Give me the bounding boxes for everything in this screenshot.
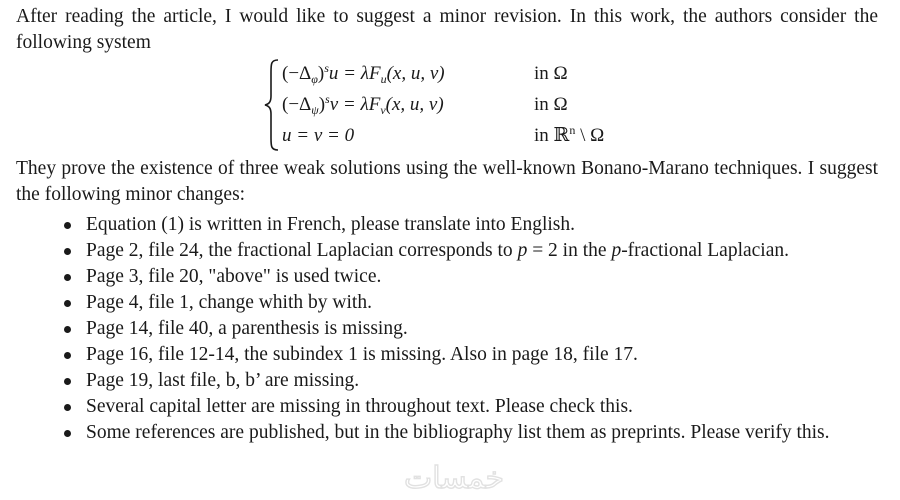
- equation-1-domain: in Ω: [534, 63, 568, 84]
- left-brace: [264, 58, 280, 152]
- list-item: Page 19, last file, b, b’ are missing.: [64, 368, 876, 394]
- bullet-icon: [64, 352, 71, 359]
- equation-3-lhs: u = v = 0: [282, 125, 355, 146]
- watermark-text: خمسات: [403, 461, 505, 496]
- list-item: Equation (1) is written in French, please translate into English.: [64, 212, 876, 238]
- list-item: Several capital letter are missing in throughout text. Please check this.: [64, 394, 876, 420]
- list-item: Some references are published, but in the bibliography list them as preprints. Please verify this.: [64, 420, 876, 446]
- list-item: Page 2, file 24, the fractional Laplacian corresponds to p = 2 in the p-fractional Laplacian.: [64, 238, 876, 264]
- watermark-logo: [388, 456, 520, 498]
- bullet-icon: [64, 326, 71, 333]
- equation-2-lhs: $(-\Delta_\psi)^sv = \lambda F_v(x$, u, v): [282, 92, 444, 117]
- list-item: Page 3, file 20, "above" is used twice.: [64, 264, 876, 290]
- equation-3-domain: in ℝ$^n$ \ Ω: [534, 123, 605, 146]
- equation-system: [264, 58, 644, 152]
- bullet-icon: [64, 430, 71, 437]
- equation-2-domain: in Ω: [534, 94, 568, 115]
- equation-1-lhs: $(-\Delta_\varphi)^su = \lambda F_u(x$, u, v): [282, 61, 445, 86]
- list-item: Page 16, file 12-14, the subindex 1 is missing. Also in page 18, file 17.: [64, 342, 876, 368]
- bullet-icon: [64, 248, 71, 255]
- list-item: Page 14, file 40, a parenthesis is missing.: [64, 316, 876, 342]
- bullet-icon: [64, 300, 71, 307]
- bullet-icon: [64, 378, 71, 385]
- bullet-icon: [64, 404, 71, 411]
- bullet-icon: [64, 222, 71, 229]
- changes-list: [64, 212, 876, 446]
- list-item: Page 4, file 1, change whith by with.: [64, 290, 876, 316]
- second-paragraph: They prove the existence of three weak solutions using the well-known Bonano-Marano techniques. I suggest the following minor changes:: [16, 158, 878, 205]
- intro-paragraph: After reading the article, I would like to suggest a minor revision. In this work, the authors consider the following system: [16, 6, 878, 53]
- bullet-icon: [64, 274, 71, 281]
